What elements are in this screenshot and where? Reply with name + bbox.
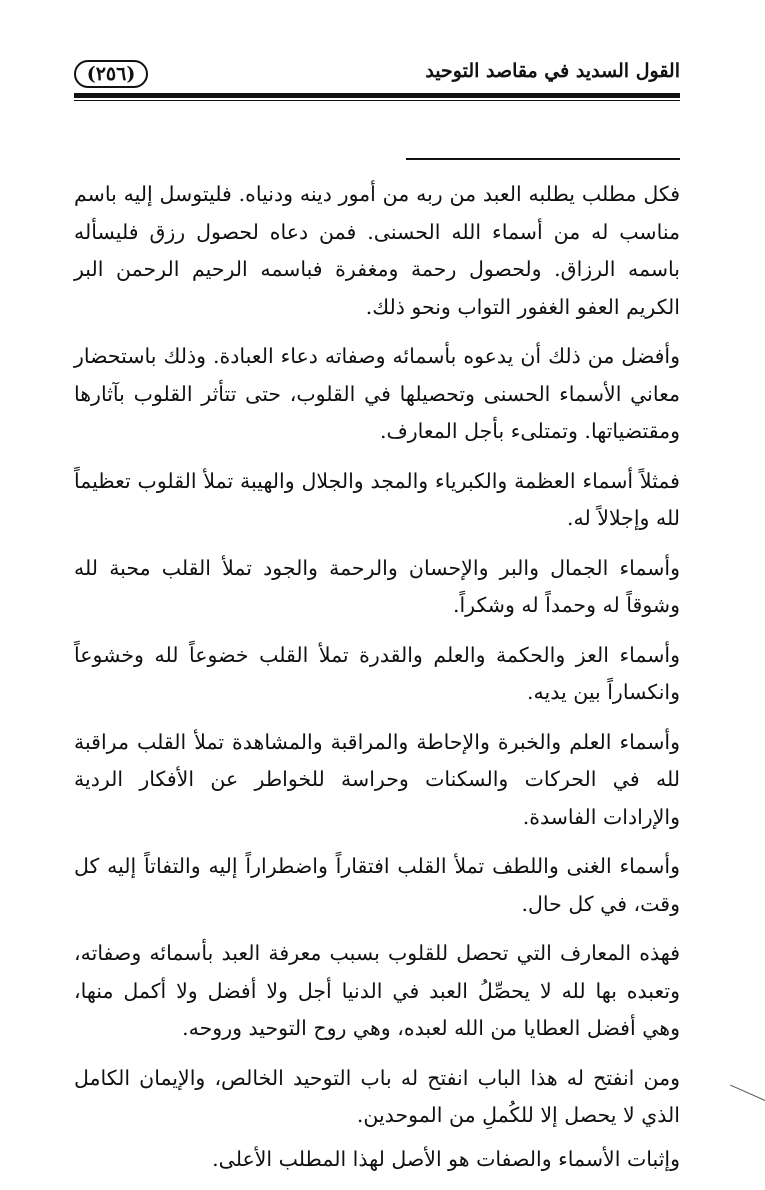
paragraph: فهذه المعارف التي تحصل للقلوب بسبب معرفة العبد بأسمائه وصفاته، وتعبده بها لله لا يحصِّلُ العبد في الدنيا أجل ولا أفضل ولا أكمل منها، وهي أفضل العطايا من الله لعبده، وهي روح التوحيد وروحه.	[74, 941, 680, 1040]
header-rule-thin	[74, 100, 680, 101]
paragraph: وأسماء العز والحكمة والعلم والقدرة تملأ القلب خضوعاً لله وخشوعاً وانكساراً بين يديه.	[74, 642, 680, 704]
paragraph: وأسماء العلم والخبرة والإحاطة والمراقبة والمشاهدة تملأ القلب مراقبة لله في الحركات والسكنات وحراسة للخواطر عن الأفكار الردية والإرادات الفاسدة.	[74, 729, 680, 829]
paragraph: فكل مطلب يطلبه العبد من ربه من أمور دينه ودنياه. فليتوسل إليه باسم مناسب له من أسماء الله الحسنى. فمن دعاه لحصول رزق فليسأله باسمه الرزاق. ولحصول رحمة ومغفرة فباسمه الرحيم الرحمن البر الكريم العفو الغفور التواب ونحو ذلك.	[74, 182, 680, 319]
scan-mark	[730, 1085, 765, 1101]
main-text	[74, 176, 680, 1190]
header-rule-thick	[74, 93, 680, 98]
page-number: (٢٥٦)	[74, 60, 148, 88]
paragraph: ومن انفتح له هذا الباب انفتح له باب التوحيد الخالص، والإيمان الكامل الذي لا يحصل إلا للكُملِ من الموحدين.	[74, 1065, 680, 1127]
separator-rule	[406, 158, 680, 160]
running-title: القول السديد في مقاصد التوحيد	[425, 60, 680, 82]
page-header	[74, 58, 680, 92]
paragraph: وإثبات الأسماء والصفات هو الأصل لهذا المطلب الأعلى.	[212, 1146, 680, 1171]
paragraph: وأسماء الغنى واللطف تملأ القلب افتقاراً واضطراراً إليه والتفاتاً إليه كل وقت، في كل حال.	[74, 854, 680, 916]
paragraph: وأسماء الجمال والبر والإحسان والرحمة والجود تملأ القلب محبة لله وشوقاً له وحمداً له وشكراً.	[74, 555, 680, 617]
paragraph: فمثلاً أسماء العظمة والكبرياء والمجد والجلال والهيبة تملأ القلوب تعظيماً لله وإجلالاً له.	[74, 468, 680, 530]
paragraph: وأفضل من ذلك أن يدعوه بأسمائه وصفاته دعاء العبادة. وذلك باستحضار معاني الأسماء الحسنى وتحصيلها في القلوب، حتى تتأثر القلوب بآثارها ومقتضياتها. وتمتلىء بأجل المعارف.	[74, 344, 680, 443]
